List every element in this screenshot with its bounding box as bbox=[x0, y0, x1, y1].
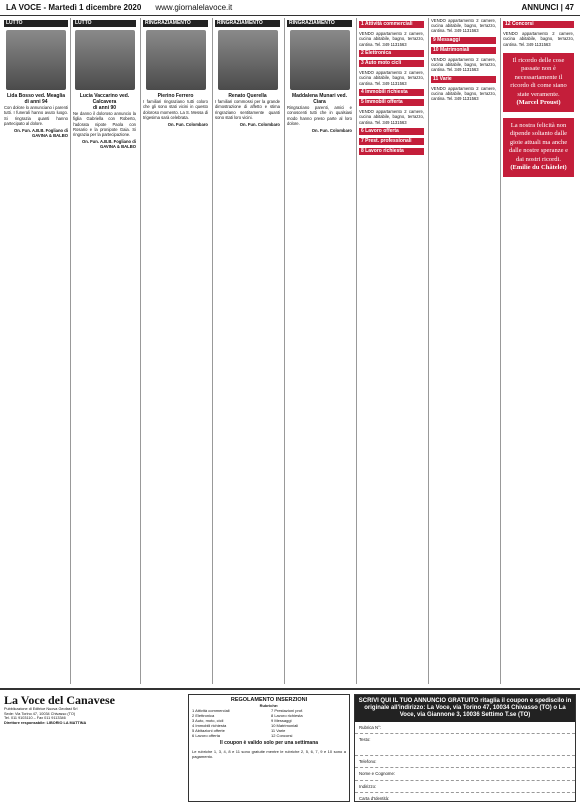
obit-signature: On. Fun. Colombaro bbox=[239, 122, 280, 128]
classified-ad: VENDO appartamento 2 camere, cucina abitabile, bagno, terrazzo, cantina. Tel. 349 1131563 bbox=[503, 31, 574, 47]
rubrica-item: 4 Immobili richiesta bbox=[192, 723, 227, 728]
quote-author: (Marcel Proust) bbox=[516, 99, 561, 107]
obit-tag: RINGRAZIAMENTO bbox=[143, 20, 208, 27]
masthead-line: Pubblicazione di Editrice Nuova Geofast Srl bbox=[4, 707, 78, 711]
classifieds-column-2 bbox=[428, 18, 498, 684]
obit-tag: RINGRAZIAMENTO bbox=[215, 20, 280, 27]
rubrica-item: 6 Lavoro offerta bbox=[192, 733, 220, 738]
section-bar: 3 Auto moto cicli bbox=[359, 60, 424, 67]
obit-name: Lida Bosso ved. Meaglia bbox=[6, 93, 66, 100]
obit-column-2 bbox=[70, 18, 138, 684]
section-bar: 12 Concorsi bbox=[503, 21, 574, 28]
obit-signature: On. Fun. Colombaro bbox=[167, 122, 208, 128]
obit-text: Ringraziano parenti, amici e conoscenti tutti che in qualsiasi modo hanno preso parte al loro dolore. bbox=[287, 105, 352, 126]
regolamento-box bbox=[188, 694, 350, 802]
obit-name: Maddalena Munari ved. Ciara bbox=[291, 93, 347, 106]
coupon-validity: Il coupon è valido solo per una settimana bbox=[219, 740, 319, 746]
obit-column-3 bbox=[140, 18, 210, 684]
obit-tag: LUTTO bbox=[4, 20, 68, 27]
header-left: LA VOCE - Martedì 1 dicembre 2020 bbox=[6, 3, 142, 12]
regolamento-title: REGOLAMENTO INSERZIONI bbox=[230, 697, 308, 703]
quote-box bbox=[503, 118, 574, 177]
section-bar: 10 Matrimoniali bbox=[431, 47, 496, 54]
section-bar: 5 Immobili offerta bbox=[359, 99, 424, 106]
coupon-form bbox=[354, 694, 576, 802]
section-bar: 6 Lavoro offerta bbox=[359, 128, 424, 135]
obit-signature: On. Fun. A.B.B. Fogliano di GAVINA & BALBO bbox=[81, 139, 136, 150]
classified-ad: VENDO appartamento 2 camere, cucina abitabile, bagno, terrazzo, cantina. Tel. 349 1131563 bbox=[359, 70, 424, 86]
header-right: ANNUNCI | 47 bbox=[521, 3, 574, 12]
obit-name: Renato Querella bbox=[228, 93, 267, 100]
section-bar: 4 Immobili richiesta bbox=[359, 89, 424, 96]
section-bar: 1 Attività commerciali bbox=[359, 21, 424, 28]
rubrica-item: 1 Attività commerciali bbox=[192, 708, 230, 713]
quote-text: Il ricordo delle cose passate non è necessariamente il ricordo di come siano state veramente. bbox=[510, 56, 567, 98]
classified-ad: VENDO appartamento 2 camere, cucina abitabile, bagno, terrazzo, cantina. Tel. 349 1131563 bbox=[359, 31, 424, 47]
rubrica-item: 8 Lavoro richiesta bbox=[271, 713, 303, 718]
section-bar: 7 Prest. professionali bbox=[359, 138, 424, 145]
obit-photo bbox=[146, 30, 206, 90]
quote-box bbox=[503, 53, 574, 112]
quote-text: La nostra felicità non dipende soltanto dalle gioie attuali ma anche dalle nostre speranze e dai nostri ricordi. bbox=[508, 121, 568, 163]
regolamento-subtitle: Rubriche: bbox=[259, 703, 279, 708]
masthead-line: Sede: Via Torino 47, 10034 Chivasso (TO) bbox=[4, 711, 76, 716]
bottom-section bbox=[0, 688, 580, 804]
coupon-header: SCRIVI QUI IL TUO ANNUNCIO GRATUITO ritaglia il coupon e spediscilo in originale all'indirizzo: La Voce, via Torino 47, 10034 Chivasso (TO) o La Voce, via Giannone 3, 10036 Settimo T.se (TO) bbox=[355, 695, 575, 722]
field-carta-identita[interactable]: Carta d'Identità: bbox=[355, 793, 575, 802]
header-url[interactable]: www.giornalelavoce.it bbox=[155, 3, 233, 12]
rubrica-item: 11 Varie bbox=[271, 728, 286, 733]
rubriche-list bbox=[192, 708, 346, 738]
obit-photo bbox=[218, 30, 278, 90]
masthead-title: La Voce del Canavese bbox=[4, 694, 115, 707]
page-header bbox=[0, 0, 580, 16]
obit-tag: RINGRAZIAMENTO bbox=[287, 20, 352, 27]
quote-author: (Emilie du Châtelet) bbox=[510, 164, 567, 172]
rubrica-item: 2 Elettronica bbox=[192, 713, 215, 718]
section-bar: 8 Lavoro richiesta bbox=[359, 148, 424, 155]
rubrica-item: 7 Prestazioni prof. bbox=[271, 708, 304, 713]
classifieds-column-3 bbox=[500, 18, 576, 684]
field-nome[interactable]: Nome e Cognome: bbox=[355, 768, 575, 780]
field-telefono[interactable]: Telefono: bbox=[355, 756, 575, 768]
classified-ad: VENDO appartamento 2 camere, cucina abitabile, bagno, terrazzo, cantina. Tel. 349 1131563 bbox=[431, 57, 496, 73]
classified-ad: VENDO appartamento 2 camere, cucina abitabile, bagno, terrazzo, cantina. Tel. 349 1131563 bbox=[431, 18, 496, 34]
classified-ad: VENDO appartamento 2 camere, cucina abitabile, bagno, terrazzo, cantina. Tel. 349 1131563 bbox=[431, 85, 496, 102]
obit-age: di anni 90 bbox=[92, 105, 117, 112]
obit-age: di anni 94 bbox=[24, 99, 48, 106]
section-bar: 9 Messaggi bbox=[431, 37, 496, 44]
section-bar: 2 Elettronica bbox=[359, 50, 424, 57]
masthead bbox=[4, 694, 184, 802]
obit-column-4 bbox=[212, 18, 282, 684]
obit-text: I familiari ringraziano tutti coloro che gli sono stati vicini in questo doloroso momento. La S. Messa di trigesima sarà celebrata. bbox=[143, 99, 208, 120]
obit-name: Lucia Vaccarino ved. Calcavera bbox=[79, 93, 130, 106]
obit-text: Ne danno il doloroso annuncio la figlia Gabriella con Roberto, l'adorata nipote Paola con Rosario e la pronipote Gaia. Si ringrazia per la partecipazione. bbox=[73, 111, 136, 138]
rubrica-item: 12 Concorsi bbox=[271, 733, 293, 738]
obit-photo bbox=[75, 30, 135, 90]
classifieds-column-1 bbox=[356, 18, 426, 684]
section-bar: 11 Varie bbox=[431, 76, 496, 83]
masthead-line: Direttore responsabile: LIBORIO LA MATTINA bbox=[4, 720, 87, 725]
classified-ad: VENDO appartamento 2 camere, cucina abitabile, bagno, terrazzo, cantina. Tel. 349 1131563 bbox=[359, 109, 424, 125]
obit-column-5 bbox=[284, 18, 354, 684]
obit-photo bbox=[6, 30, 66, 90]
rubrica-item: 10 Matrimoniali bbox=[271, 723, 299, 728]
regolamento-note: Le rubriche 1, 3, 4, 8 e 11 sono gratuite mentre le rubriche 2, 5, 6, 7, 9 e 10 sono a pagamento. bbox=[192, 749, 346, 759]
obit-signature: On. Fun. Colombaro bbox=[311, 128, 352, 134]
obit-photo bbox=[290, 30, 350, 90]
obit-tag: LUTTO bbox=[73, 20, 136, 27]
field-rubrica[interactable]: Rubrica N°: bbox=[355, 722, 575, 734]
obit-text: Con dolore lo annunciano i parenti tutti. I funerali hanno avuto luogo. Si ringrazia quanti hanno partecipato al dolore. bbox=[4, 105, 68, 126]
obit-column-1 bbox=[4, 18, 68, 684]
obit-name: Pierino Ferrero bbox=[157, 93, 194, 100]
obit-signature: On. Fun. A.B.B. Fogliano di GAVINA & BALBO bbox=[13, 128, 68, 139]
field-indirizzo[interactable]: Indirizzo: bbox=[355, 781, 575, 793]
rubrica-item: 3 Auto, moto, cicli bbox=[192, 718, 224, 723]
obit-text: I familiari commossi per la grande dimostrazione di affetto e stima ringraziano sentitamente quanti sono stati loro vicini. bbox=[215, 99, 280, 120]
masthead-line: Tel. 011 9103110 – Fax 011 9113346 bbox=[4, 716, 66, 721]
field-testo[interactable]: Testo: bbox=[355, 734, 575, 756]
rubrica-item: 9 Messaggi bbox=[271, 718, 292, 723]
rubrica-item: 5 Abitazioni offerte bbox=[192, 728, 225, 733]
